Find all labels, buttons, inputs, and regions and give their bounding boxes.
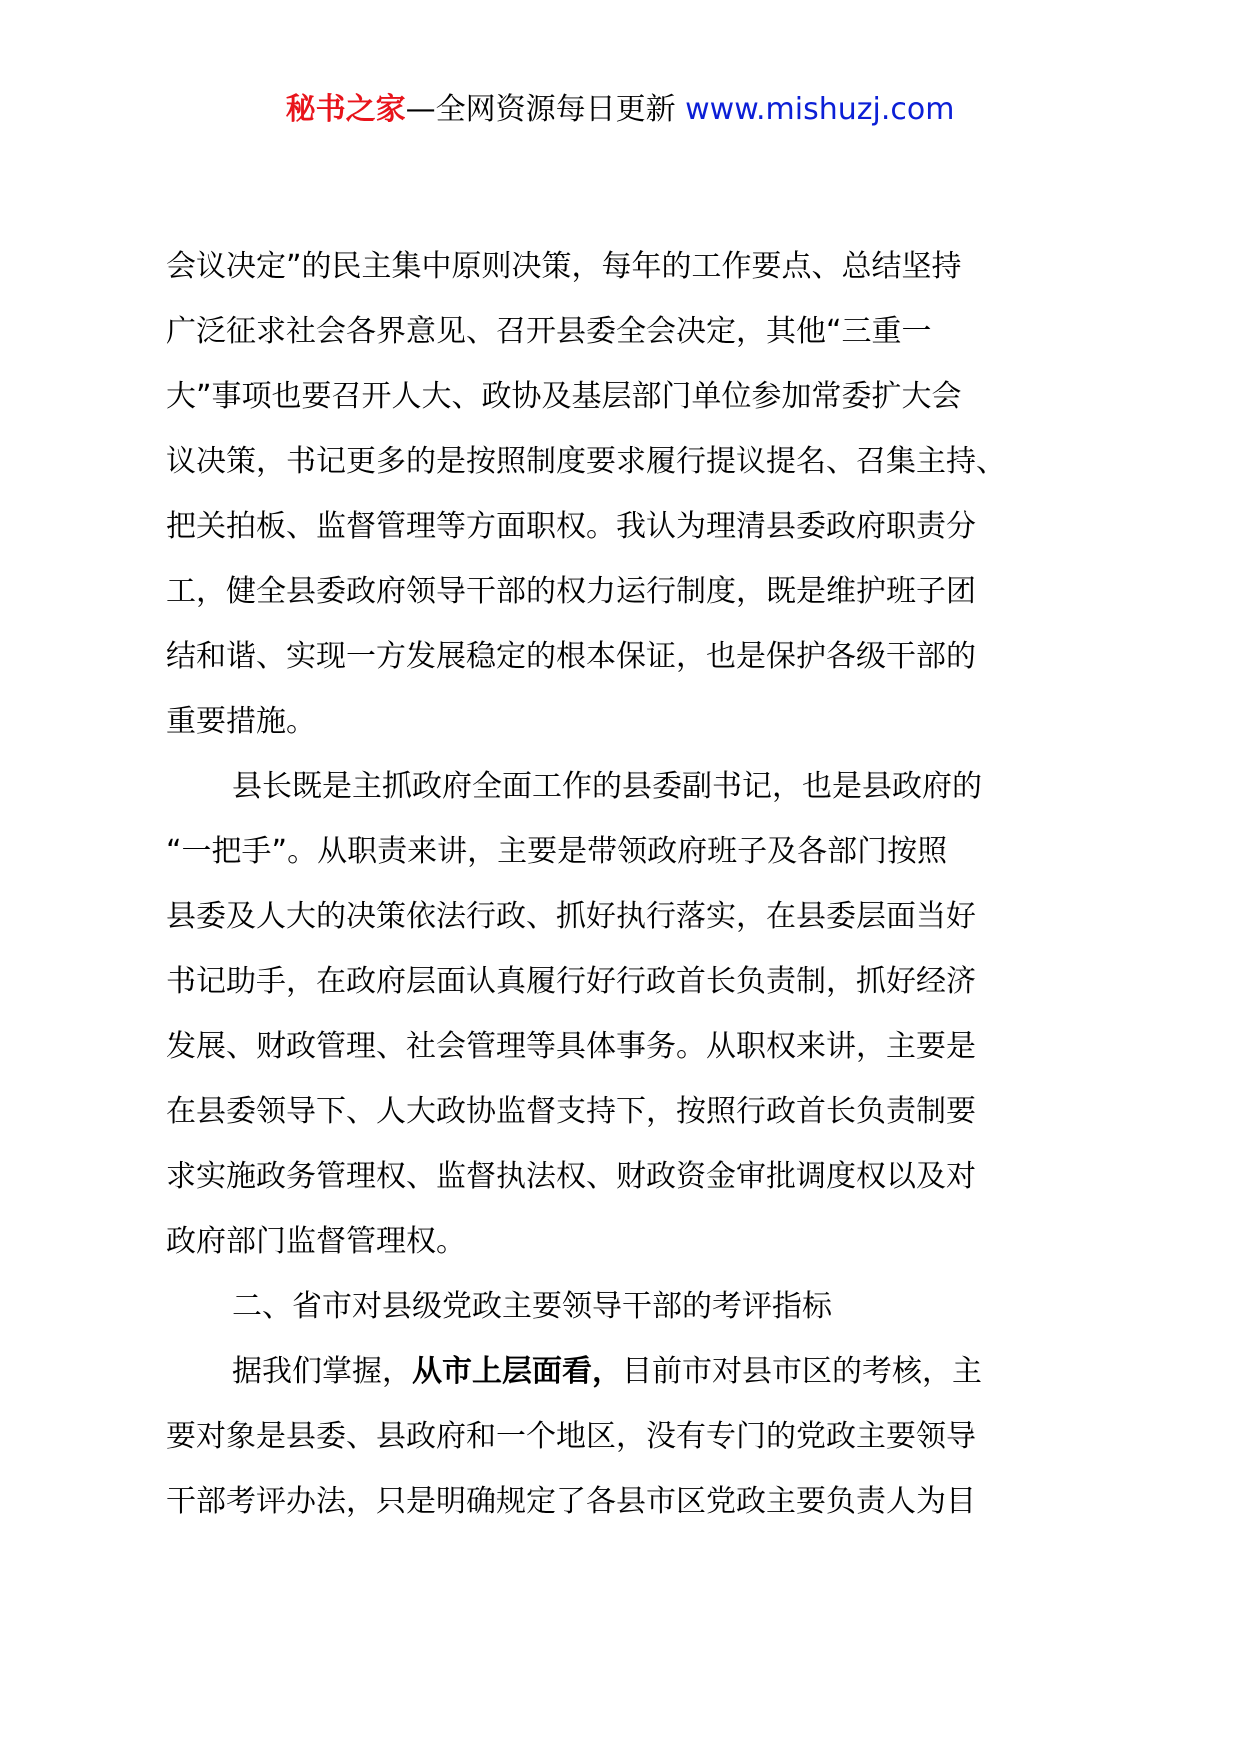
emphasis-text: 从市上层面看， (412, 1354, 622, 1389)
document-body (166, 234, 1086, 1534)
text-line: 在县委领导下、人大政协监督支持下，按照行政首长负责制要 (166, 1094, 976, 1129)
paragraph-1 (166, 234, 1086, 754)
text-line: 发展、财政管理、社会管理等具体事务。从职权来讲，主要是 (166, 1029, 976, 1064)
text-line: 重要措施。 (166, 704, 316, 739)
site-header (0, 88, 1240, 132)
text-line: 政府部门监督管理权。 (166, 1224, 466, 1259)
site-brand: 秘书之家 (285, 92, 406, 127)
site-url-link[interactable]: www.mishuzj.com (685, 92, 955, 127)
paragraph-3 (166, 1339, 1086, 1534)
text-line: 把关拍板、监督管理等方面职权。我认为理清县委政府职责分 (166, 509, 976, 544)
text-line: 结和谐、实现一方发展稳定的根本保证，也是保护各级干部的 (166, 639, 976, 674)
text-line (166, 1339, 1086, 1404)
text-line: 县长既是主抓政府全面工作的县委副书记，也是县政府的 (232, 769, 982, 804)
text-line: 会议决定”的民主集中原则决策，每年的工作要点、总结坚持 (166, 249, 962, 284)
text-line: 干部考评办法，只是明确规定了各县市区党政主要负责人为目 (166, 1484, 976, 1519)
text-line: 工，健全县委政府领导干部的权力运行制度，既是维护班子团 (166, 574, 976, 609)
paragraph-2 (166, 754, 1086, 1274)
text-line: 议决策，书记更多的是按照制度要求履行提议提名、召集主持、 (166, 444, 1006, 479)
text-segment: 据我们掌握， (232, 1354, 412, 1389)
text-line: 县委及人大的决策依法行政、抓好执行落实，在县委层面当好 (166, 899, 976, 934)
text-line: 广泛征求社会各界意见、召开县委全会决定，其他“三重一 (166, 314, 932, 349)
text-line: 大”事项也要召开人大、政协及基层部门单位参加常委扩大会 (166, 379, 962, 414)
text-line: “一把手”。从职责来讲，主要是带领政府班子及各部门按照 (166, 834, 948, 869)
text-line: 要对象是县委、县政府和一个地区，没有专门的党政主要领导 (166, 1419, 976, 1454)
text-line: 求实施政务管理权、监督执法权、财政资金审批调度权以及对 (166, 1159, 976, 1194)
text-segment: 目前市对县市区的考核，主 (622, 1354, 982, 1389)
section-heading: 二、省市对县级党政主要领导干部的考评指标 (232, 1289, 832, 1324)
text-line: 书记助手，在政府层面认真履行好行政首长负责制，抓好经济 (166, 964, 976, 999)
site-tagline: —全网资源每日更新 (405, 92, 686, 127)
